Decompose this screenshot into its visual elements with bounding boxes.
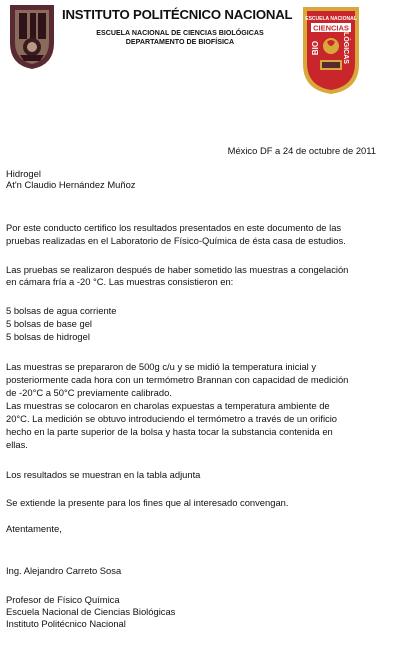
svg-text:CIENCIAS: CIENCIAS xyxy=(313,23,349,33)
recipient-company: Hidrogel xyxy=(6,168,41,179)
signatory-school: Escuela Nacional de Ciencias Biológicas xyxy=(6,606,176,617)
paragraph-line: Las muestras se prepararon de 500g c/u y se midió la temperatura inicial y xyxy=(6,361,317,372)
results-note: Los resultados se muestran en la tabla adjunta xyxy=(6,469,201,480)
paragraph-line: Las pruebas se realizaron después de haber sometido las muestras a congelación xyxy=(6,264,349,275)
date-line: México DF a 24 de octubre de 2011 xyxy=(227,145,376,156)
paragraph-line: en cámara fría a -20 °C. Las muestras consistieron en: xyxy=(6,276,234,287)
signatory-title: Profesor de Físico Química xyxy=(6,594,120,605)
institution-name: INSTITUTO POLITÉCNICO NACIONAL xyxy=(62,7,293,22)
paragraph-line: de -20°C a 50°C previamente calibrado. xyxy=(6,387,172,398)
svg-text:ESCUELA NACIONAL: ESCUELA NACIONAL xyxy=(305,16,357,22)
paragraph-line: Las muestras se colocaron en charolas expuestas a temperatura ambiente de xyxy=(6,400,330,411)
ipn-logo-icon xyxy=(6,3,58,71)
encb-seal-icon xyxy=(300,4,362,96)
signatory-name: Ing. Alejandro Carreto Sosa xyxy=(6,565,122,576)
closing-salutation: Atentamente, xyxy=(6,523,62,534)
recipient-attention: At'n Claudio Hernández Muñoz xyxy=(6,179,136,190)
paragraph-line: hecho en la parte superior de la bolsa y hasta tocar la substancia contenida en xyxy=(6,426,333,437)
sample-item: 5 bolsas de hidrogel xyxy=(6,331,90,342)
paragraph-line: ellas. xyxy=(6,439,28,450)
signatory-institution: Instituto Politécnico Nacional xyxy=(6,618,126,629)
closing-statement: Se extiende la presente para los fines que al interesado convengan. xyxy=(6,497,289,508)
sample-item: 5 bolsas de base gel xyxy=(6,318,93,329)
department-name: DEPARTAMENTO DE BIOFÍSICA xyxy=(125,38,235,46)
paragraph-line: 20°C. La medición se obtuvo introduciendo el termómetro a través de un orificio xyxy=(6,413,338,424)
svg-text:LÓGICAS: LÓGICAS xyxy=(342,32,349,64)
paragraph-line: posteriormente cada hora con un termómetro Brannan con capacidad de medición xyxy=(6,374,349,385)
svg-text:BIO: BIO xyxy=(311,40,320,56)
paragraph-line: Por este conducto certifico los resultados presentados en este documento de las xyxy=(6,222,342,233)
school-name: ESCUELA NACIONAL DE CIENCIAS BIOLÓGICAS xyxy=(96,29,264,37)
sample-item: 5 bolsas de agua corriente xyxy=(6,305,117,316)
paragraph-line: pruebas realizadas en el Laboratorio de Físico-Química de ésta casa de estudios. xyxy=(6,235,346,246)
